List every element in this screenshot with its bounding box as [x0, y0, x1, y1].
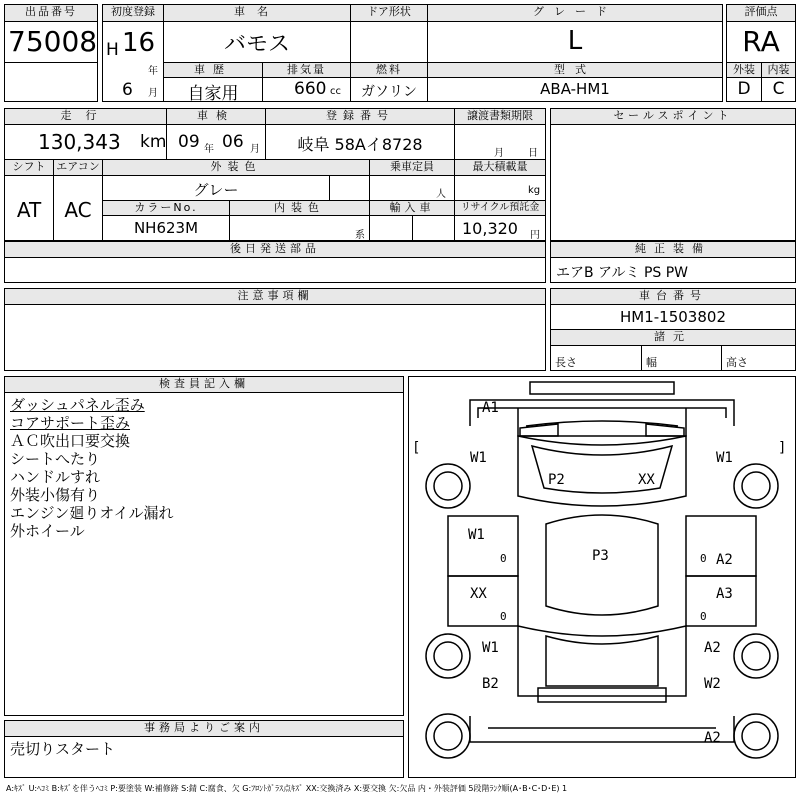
damage-mark-A3: A3	[716, 586, 733, 602]
load-unit: kg	[528, 185, 541, 196]
color-label: 外装色	[102, 159, 370, 176]
first-reg-year: 16	[122, 28, 156, 58]
damage-mark-A2: A2	[704, 640, 721, 656]
chassis-label: 車台番号	[550, 288, 796, 305]
color: グレー	[193, 181, 239, 199]
len-label: 長さ	[555, 356, 577, 369]
ext-label: 外装	[726, 62, 762, 78]
first-reg-month: 6	[122, 80, 133, 100]
car-name: バモス	[223, 32, 290, 57]
disp-label: 排気量	[262, 62, 351, 78]
color-box-blank	[329, 175, 370, 201]
reg-label: 登録番号	[265, 108, 455, 125]
model-label: 型式	[427, 62, 723, 78]
first-reg-year-unit: 年	[148, 66, 158, 77]
intcolor-box	[229, 215, 370, 241]
chassis: HM1-1503802	[620, 308, 726, 326]
caution-box	[4, 304, 546, 371]
inspector-note: ＡＣ吹出口要交換	[10, 432, 131, 450]
equipment-label: 純正装備	[550, 241, 796, 258]
zero-mark: 0	[700, 552, 707, 565]
seats-unit: 人	[436, 189, 446, 200]
fuel-label: 燃料	[350, 62, 428, 78]
import-box-1	[369, 215, 413, 241]
score-label: 評価点	[726, 4, 796, 22]
equipment: エアB アルミ PS PW	[556, 265, 689, 281]
damage-mark-W1: W1	[470, 450, 487, 466]
damage-mark-W1: W1	[468, 527, 485, 543]
import-box-2	[412, 215, 455, 241]
doc-day: 日	[528, 148, 538, 159]
history: 自家用	[187, 84, 239, 104]
grade: L	[567, 26, 583, 56]
recycle: 10,320	[462, 219, 518, 238]
insp-month: 06	[222, 132, 244, 152]
damage-mark-A1: A1	[482, 400, 499, 416]
ext-score: D	[737, 79, 751, 99]
reg-number: 岐阜 58Aイ8728	[297, 135, 423, 154]
caution-label: 注意事項欄	[4, 288, 546, 305]
inspector-note: シートへたり	[10, 450, 101, 468]
model: ABA-HM1	[540, 80, 610, 98]
inspector-notes	[10, 396, 174, 540]
colorno-label: カラーNo.	[102, 200, 230, 216]
history-label: 車歴	[163, 62, 263, 78]
doc-label: 譲渡書類期限	[454, 108, 546, 125]
wid-label: 幅	[646, 356, 657, 369]
later-parts-box	[4, 257, 546, 283]
grade-label: グレード	[427, 4, 723, 22]
door-box	[350, 21, 428, 63]
inspector-label: 検査員記入欄	[4, 376, 404, 393]
disp-unit: cc	[330, 86, 341, 97]
import-label: 輸入車	[369, 200, 455, 216]
legend: A:ｷｽﾞ U:ﾍｺﾐ B:ｷｽﾞを伴うﾍｺﾐ P:要塗装 W:補修跡 S:錆 C:腐食、欠 G:ﾌﾛﾝﾄｶﾞﾗｽ点ｷｽﾞ XX:交換済み X:要交換 欠:欠品 内・外装評価 5段階ﾗﾝｸ順(A･B･C･D･E) 1	[6, 784, 568, 793]
intcolor-label: 内装色	[229, 200, 370, 216]
inspector-note: 外ホイール	[10, 522, 85, 540]
inspector-note: ハンドルすれ	[10, 468, 101, 486]
insp-year: 09	[178, 132, 200, 152]
score: RA	[742, 25, 780, 58]
damage-mark-XX: XX	[638, 472, 655, 488]
later-parts-label: 後日発送部品	[4, 241, 546, 258]
insp-month-unit: 月	[250, 144, 260, 155]
hei-label: 高さ	[726, 356, 748, 369]
inspection-label: 車検	[166, 108, 266, 125]
damage-mark-A2: A2	[716, 552, 733, 568]
dims-label: 諸元	[550, 329, 796, 346]
fuel: ガソリン	[361, 84, 417, 100]
damage-mark-A2: A2	[704, 730, 721, 746]
car-name-label: 車名	[163, 4, 351, 22]
damage-mark-XX: XX	[470, 586, 487, 602]
disp: 660	[294, 79, 327, 99]
damage-mark-W1: W1	[482, 640, 499, 656]
inspector-note: 外装小傷有り	[10, 486, 101, 504]
damage-mark-W2: W2	[704, 676, 721, 692]
office-label: 事務局よりご案内	[4, 720, 404, 737]
mileage: 130,343	[38, 130, 121, 154]
first-reg-month-unit: 月	[148, 88, 158, 99]
shift-label: シフト	[4, 159, 54, 176]
zero-mark: 0	[500, 552, 507, 565]
inspector-note: ダッシュパネル歪み	[10, 396, 145, 414]
ac-label: エアコン	[53, 159, 103, 176]
int-label: 内装	[761, 62, 796, 78]
bracket-mark-right: ]	[778, 440, 787, 456]
recycle-unit: 円	[530, 230, 540, 241]
shift: AT	[16, 198, 42, 222]
mileage-unit: km	[140, 132, 167, 152]
load-label: 最大積載量	[454, 159, 546, 176]
mileage-label: 走行	[4, 108, 167, 125]
sales-point-label: セールスポイント	[550, 108, 796, 125]
damage-mark-P2: P2	[548, 472, 565, 488]
damage-mark-B2: B2	[482, 676, 499, 692]
lot-no: 75008	[8, 25, 98, 58]
doc-month: 月	[494, 148, 504, 159]
sales-point-box	[550, 124, 796, 241]
recycle-label: リサイクル預託金	[454, 200, 546, 216]
office-note: 売切りスタート	[10, 740, 116, 758]
zero-mark: 0	[700, 610, 707, 623]
intcolor-unit: 系	[355, 230, 365, 241]
bracket-mark-left: [	[412, 440, 421, 456]
seats-label: 乗車定員	[369, 159, 455, 176]
zero-mark: 0	[500, 610, 507, 623]
lot-no-blank	[4, 62, 98, 102]
damage-mark-P3: P3	[592, 548, 609, 564]
damage-mark-W1: W1	[716, 450, 733, 466]
door-label: ドア形状	[350, 4, 428, 22]
inspector-note: エンジン廻りオイル漏れ	[10, 504, 174, 522]
inspector-note: コアサポート歪み	[10, 414, 131, 432]
lot-no-label: 出品番号	[4, 4, 98, 22]
ac: AC	[64, 198, 92, 222]
first-reg-label: 初度登録	[102, 4, 164, 22]
first-reg-era: H	[106, 40, 119, 60]
colorno: NH623M	[133, 219, 199, 237]
vehicle-diagram-drawing	[408, 376, 796, 778]
insp-year-unit: 年	[204, 144, 214, 155]
int-score: C	[772, 79, 785, 99]
